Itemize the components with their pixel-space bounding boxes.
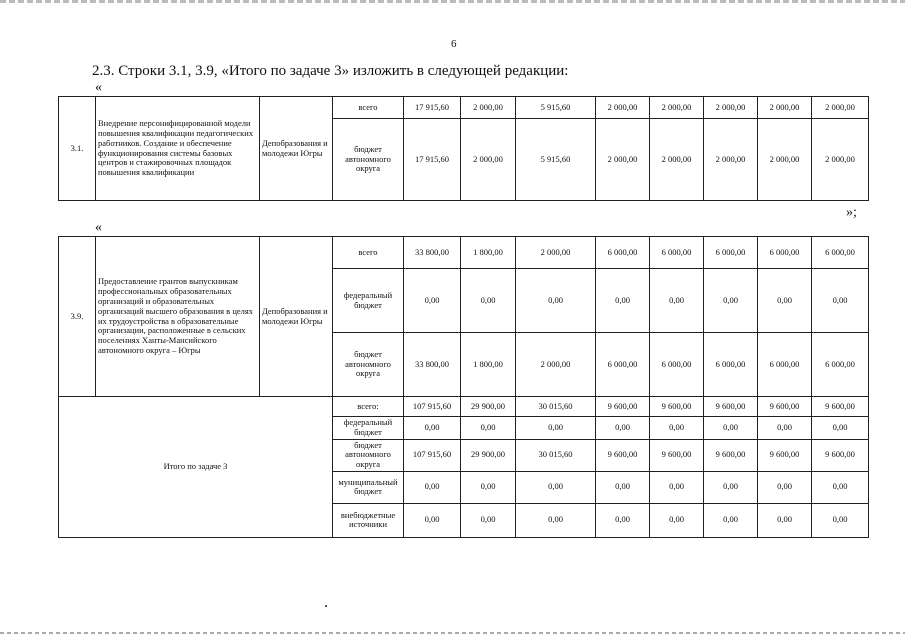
funding-source: всего: [333,397,404,417]
amount-cell: 0,00 [596,417,650,440]
amount-cell: 1 800,00 [461,237,516,269]
amount-cell: 0,00 [758,269,812,333]
scan-edge-top [0,0,905,3]
open-quote-2: « [95,220,102,235]
amount-cell: 0,00 [516,269,596,333]
open-quote-1: « [95,80,102,95]
amount-cell: 0,00 [704,417,758,440]
row-number: 3.1. [59,97,96,201]
amount-cell: 0,00 [758,417,812,440]
amount-cell: 2 000,00 [812,97,869,119]
amount-cell: 0,00 [812,269,869,333]
funding-source: федеральный бюджет [333,269,404,333]
table-row [59,397,869,417]
amount-cell: 30 015,60 [516,439,596,471]
amount-cell: 5 915,60 [516,97,596,119]
responsible-executor: Депобразования и молодежи Югры [260,237,333,397]
amount-cell: 2 000,00 [516,237,596,269]
amount-cell: 6 000,00 [650,333,704,397]
responsible-executor: Депобразования и молодежи Югры [260,97,333,201]
amount-cell: 0,00 [461,503,516,537]
amount-cell: 2 000,00 [516,333,596,397]
amount-cell: 17 915,60 [404,97,461,119]
close-quote: »; [846,205,857,220]
table-row [59,237,869,269]
amount-cell: 0,00 [704,503,758,537]
amount-cell: 2 000,00 [596,119,650,201]
amount-cell: 0,00 [704,269,758,333]
amount-cell: 9 600,00 [650,439,704,471]
amount-cell: 33 800,00 [404,237,461,269]
amount-cell: 2 000,00 [704,119,758,201]
amount-cell: 2 000,00 [650,97,704,119]
amount-cell: 6 000,00 [650,237,704,269]
amount-cell: 6 000,00 [596,333,650,397]
amount-cell: 0,00 [461,471,516,503]
amount-cell: 5 915,60 [516,119,596,201]
amount-cell: 0,00 [404,269,461,333]
amount-cell: 0,00 [516,417,596,440]
funding-source: всего [333,97,404,119]
amount-cell: 0,00 [704,471,758,503]
amount-cell: 2 000,00 [650,119,704,201]
amount-cell: 107 915,60 [404,397,461,417]
amount-cell: 9 600,00 [812,439,869,471]
amount-cell: 0,00 [812,503,869,537]
amount-cell: 2 000,00 [461,97,516,119]
amount-cell: 0,00 [650,471,704,503]
funding-source: федеральный бюджет [333,417,404,440]
funding-source: бюджет автономного округа [333,439,404,471]
amount-cell: 17 915,60 [404,119,461,201]
amount-cell: 6 000,00 [704,333,758,397]
section-heading: 2.3. Строки 3.1, 3.9, «Итого по задаче 3» изложить в следующей редакции: [92,63,569,79]
funding-source: муниципальный бюджет [333,471,404,503]
page-number: 6 [451,38,457,50]
scan-speck [325,605,327,607]
amount-cell: 0,00 [461,269,516,333]
scan-edge-bottom [0,632,905,634]
amount-cell: 0,00 [650,503,704,537]
amount-cell: 9 600,00 [758,439,812,471]
row-number: 3.9. [59,237,96,397]
amount-cell: 0,00 [404,503,461,537]
table-row-3-1 [58,96,869,201]
amount-cell: 0,00 [650,269,704,333]
amount-cell: 2 000,00 [461,119,516,201]
amount-cell: 0,00 [812,417,869,440]
funding-source: внебюджетные источники [333,503,404,537]
amount-cell: 2 000,00 [704,97,758,119]
amount-cell: 6 000,00 [596,237,650,269]
amount-cell: 33 800,00 [404,333,461,397]
amount-cell: 0,00 [596,503,650,537]
amount-cell: 6 000,00 [812,237,869,269]
table-row [59,97,869,119]
total-label: Итого по задаче 3 [59,397,333,538]
amount-cell: 6 000,00 [812,333,869,397]
amount-cell: 0,00 [596,269,650,333]
amount-cell: 0,00 [596,471,650,503]
amount-cell: 0,00 [812,471,869,503]
amount-cell: 6 000,00 [758,237,812,269]
amount-cell: 9 600,00 [758,397,812,417]
amount-cell: 2 000,00 [758,97,812,119]
amount-cell: 9 600,00 [812,397,869,417]
amount-cell: 0,00 [516,471,596,503]
amount-cell: 0,00 [758,471,812,503]
amount-cell: 107 915,60 [404,439,461,471]
amount-cell: 1 800,00 [461,333,516,397]
funding-source: бюджет автономного округа [333,333,404,397]
activity-description: Внедрение персонифицированной модели повышения квалификации педагогических работников. Создание и обеспечение функционирования системы базовых центров и стажировочных площадок повышения квалификации [96,97,260,201]
amount-cell: 2 000,00 [758,119,812,201]
amount-cell: 9 600,00 [596,397,650,417]
amount-cell: 6 000,00 [704,237,758,269]
amount-cell: 29 900,00 [461,397,516,417]
amount-cell: 2 000,00 [812,119,869,201]
amount-cell: 0,00 [516,503,596,537]
amount-cell: 0,00 [758,503,812,537]
amount-cell: 9 600,00 [596,439,650,471]
amount-cell: 0,00 [650,417,704,440]
funding-source: всего [333,237,404,269]
funding-source: бюджет автономного округа [333,119,404,201]
amount-cell: 9 600,00 [704,439,758,471]
amount-cell: 0,00 [404,417,461,440]
amount-cell: 9 600,00 [650,397,704,417]
amount-cell: 0,00 [404,471,461,503]
amount-cell: 29 900,00 [461,439,516,471]
activity-description: Предоставление грантов выпускникам профессиональных образовательных организаций и образовательных организаций высшего образования в целях их трудоустройства в образовательные организации, расположенные в сельских поселениях Ханты-Мансийского автономного округа – Югры [96,237,260,397]
amount-cell: 30 015,60 [516,397,596,417]
table-row-3-9-and-total [58,236,869,538]
amount-cell: 0,00 [461,417,516,440]
amount-cell: 9 600,00 [704,397,758,417]
amount-cell: 6 000,00 [758,333,812,397]
amount-cell: 2 000,00 [596,97,650,119]
